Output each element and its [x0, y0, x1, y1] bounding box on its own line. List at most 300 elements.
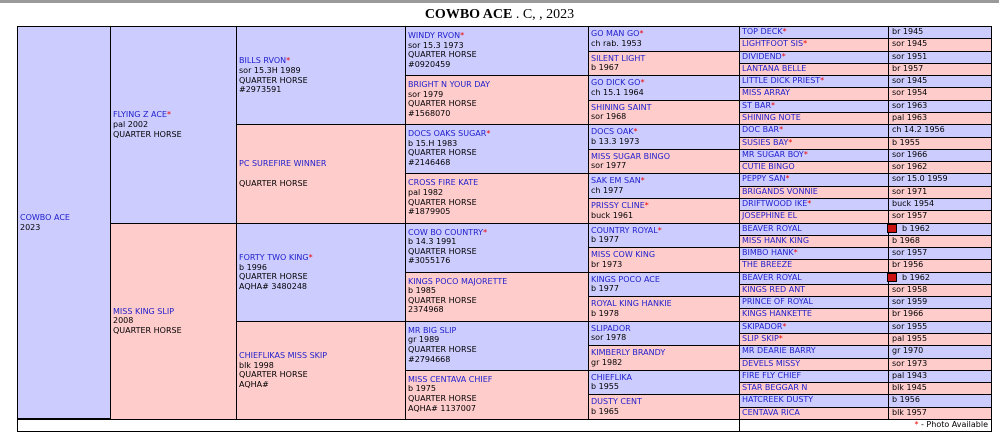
gen5-photo-star: * [779, 125, 784, 135]
gen1-content [113, 110, 182, 139]
gen3-name[interactable]: MR BIG SLIP [408, 325, 457, 335]
gen5-name-cell [739, 112, 889, 125]
gen5-info: sor 1951 [892, 51, 928, 61]
gen5-info-cell [888, 394, 992, 407]
gen5-name-line [742, 248, 886, 258]
gen4-name-line [591, 78, 737, 88]
gen5-name-line [742, 76, 886, 86]
gen2-info: QUARTER HORSE [239, 370, 308, 380]
gen4-name[interactable]: CHIEFLIKA [591, 372, 633, 382]
gen4-name-line [591, 176, 737, 186]
gen4-cell [588, 296, 740, 322]
gen3-info: QUARTER HORSE [408, 148, 477, 158]
gen5-info-cell [888, 210, 992, 223]
gen5-name-cell [739, 100, 889, 113]
gen5-info: b 1968 [892, 235, 920, 245]
gen4-info: sor 1968 [591, 112, 627, 122]
gen5-name[interactable]: BRIGANDS VONNIE [742, 186, 818, 196]
gen5-name-line [742, 236, 886, 246]
gen5-name[interactable]: MR DEARIE BARRY [742, 346, 816, 356]
gen5-name-line [742, 174, 886, 184]
gen3-cell [405, 75, 589, 125]
gen5-name-cell [739, 38, 889, 51]
gen2-name-line [239, 159, 326, 169]
gen4-name[interactable]: COUNTRY ROYAL [591, 225, 658, 235]
gen4-name-line [591, 299, 737, 309]
gen3-info: QUARTER HORSE [408, 394, 477, 404]
gen4-info: b 1978 [591, 308, 619, 318]
gen5-info-cell [888, 186, 992, 199]
gen1-name[interactable]: MISS KING SLIP [113, 306, 175, 316]
color-marker [887, 273, 897, 282]
gen5-name[interactable]: KINGS RED ANT [742, 284, 806, 294]
gen5-info-cell [888, 87, 992, 100]
gen2-info: AQHA# [239, 379, 269, 389]
gen4-photo-star: * [644, 200, 649, 210]
gen5-info: br 1956 [892, 260, 924, 270]
gen5-info: ch 14.2 1956 [892, 125, 945, 135]
gen3-info: b 1985 [408, 286, 436, 296]
gen5-name[interactable]: SLIP SKIP [742, 334, 779, 344]
gen3-photo-star: * [460, 31, 465, 40]
gen3-name-line [408, 326, 586, 336]
gen4-info: b 1965 [591, 407, 619, 417]
photo-note-text: - Photo Available [918, 420, 988, 429]
gen5-name-line [742, 211, 886, 221]
gen4-cell [588, 51, 740, 77]
gen4-name[interactable]: MISS COW KING [591, 250, 656, 260]
gen5-name-line [742, 101, 886, 111]
gen5-name-cell [739, 161, 889, 174]
gen5-info-cell [888, 100, 992, 113]
gen2-info: AQHA# 3480248 [239, 281, 307, 291]
gen2-name-line [239, 351, 327, 361]
gen4-info: b 1977 [591, 284, 619, 294]
gen5-name-cell [739, 382, 889, 395]
gen3-info: sor 1979 [408, 89, 444, 99]
gen4-photo-star: * [640, 176, 645, 186]
gen3-name[interactable]: BRIGHT N YOUR DAY [408, 80, 491, 90]
gen5-name-cell [739, 26, 889, 39]
gen4-info: ch rab. 1953 [591, 38, 642, 48]
gen5-name[interactable]: LIGHTFOOT SIS [742, 39, 804, 49]
gen5-name-cell [739, 198, 889, 211]
gen5-name-line [742, 150, 886, 160]
gen5-name-cell [739, 186, 889, 199]
gen4-photo-star: * [657, 225, 662, 235]
gen4-name-line [591, 152, 737, 162]
gen3-name[interactable]: DOCS OAKS SUGAR [408, 129, 487, 139]
gen2-cell [236, 223, 406, 322]
gen5-name-line [742, 371, 886, 381]
gen5-info-cell [888, 137, 992, 150]
gen5-photo-star: * [771, 100, 776, 110]
gen5-name-cell [739, 149, 889, 162]
gen5-name-cell [739, 124, 889, 137]
gen5-info-cell [888, 173, 992, 186]
gen5-photo-star: * [778, 334, 783, 344]
gen1-info: QUARTER HORSE [113, 326, 182, 336]
gen3-cell [405, 321, 589, 371]
gen4-info: ch 15.1 1964 [591, 87, 644, 97]
gen1-info: 2008 [113, 316, 134, 326]
gen4-name-line [591, 201, 737, 211]
gen5-info: b 1962 [902, 223, 930, 233]
gen2-info: blk 1998 [239, 360, 274, 370]
gen5-name-cell [739, 370, 889, 383]
gen5-name-line [742, 297, 886, 307]
gen2-info [239, 169, 326, 179]
gen3-info: QUARTER HORSE [408, 295, 477, 305]
gen3-name-line [408, 80, 586, 90]
gen5-name-line [742, 273, 886, 283]
gen5-info: pal 1963 [892, 112, 928, 122]
gen5-info-cell [888, 223, 992, 236]
gen2-name[interactable]: CHIEFLIKAS MISS SKIP [239, 351, 328, 361]
gen4-info: sor 1977 [591, 161, 627, 171]
gen1-cell [110, 223, 237, 421]
gen4-name-line [591, 324, 737, 334]
gen5-info: pal 1955 [892, 334, 928, 344]
gen4-name[interactable]: SHINING SAINT [591, 102, 652, 112]
gen4-name[interactable]: KIMBERLY BRANDY [591, 348, 666, 358]
gen5-name[interactable]: SUSIES BAY [742, 137, 789, 147]
gen5-info-cell [888, 161, 992, 174]
gen1-name-line [113, 307, 182, 317]
gen4-info: buck 1961 [591, 210, 634, 220]
gen5-name[interactable]: STAR BEGGAR N [742, 383, 808, 393]
gen5-info-cell [888, 345, 992, 358]
gen4-cell [588, 124, 740, 150]
gen5-info: sor 1957 [892, 211, 928, 221]
gen5-info-cell [888, 51, 992, 64]
gen4-name[interactable]: SAK EM SAN [591, 176, 641, 186]
gen4-cell [588, 198, 740, 224]
gen3-info: AQHA# 1137007 [408, 403, 476, 413]
gen5-info: sor 1973 [892, 358, 928, 368]
gen4-cell [588, 173, 740, 199]
gen3-info: sor 15.3 1973 [408, 40, 464, 50]
gen5-name-cell [739, 308, 889, 321]
gen4-cell [588, 149, 740, 175]
gen5-info-cell [888, 333, 992, 346]
subject-name[interactable]: COWBO ACE [20, 212, 70, 222]
gen3-info: #0920459 [408, 59, 451, 69]
gen5-photo-star: * [782, 27, 787, 36]
gen4-name-line [591, 103, 737, 113]
gen5-name-cell [739, 394, 889, 407]
gen5-name-cell [739, 137, 889, 150]
gen5-name[interactable]: BIMBO HANK [742, 248, 794, 258]
gen3-info: #1879905 [408, 207, 451, 217]
gen5-info-cell [888, 247, 992, 260]
gen5-name[interactable]: SKIPADOR [742, 321, 783, 331]
gen4-photo-star: * [640, 78, 645, 88]
gen5-name-cell [739, 210, 889, 223]
gen1-cell [110, 26, 237, 224]
gen2-cell [236, 26, 406, 125]
gen2-info: b 1996 [239, 262, 267, 272]
gen5-name[interactable]: BEAVER ROYAL [742, 272, 802, 282]
gen5-name-line [742, 322, 886, 332]
gen5-photo-star: * [781, 51, 786, 61]
photo-note-star: * [914, 420, 919, 429]
gen3-name-line [408, 31, 586, 41]
gen5-info: sor 1963 [892, 100, 928, 110]
gen4-photo-star: * [633, 127, 638, 137]
gen5-info-cell [888, 149, 992, 162]
gen3-info: QUARTER HORSE [408, 246, 477, 256]
gen3-info: pal 1982 [408, 187, 444, 197]
gen5-name-cell [739, 247, 889, 260]
gen5-photo-star: * [782, 321, 787, 331]
gen4-info: b 13.3 1973 [591, 136, 640, 146]
color-marker [887, 224, 897, 233]
gen5-info: b 1956 [892, 395, 920, 405]
gen5-name[interactable]: JOSEPHINE EL [742, 211, 798, 221]
gen5-name[interactable]: SHINING NOTE [742, 112, 801, 122]
gen4-name-line [591, 275, 737, 285]
gen2-content [239, 56, 308, 94]
gen5-info-cell [888, 370, 992, 383]
gen5-name[interactable]: KINGS HANKETTE [742, 309, 812, 319]
gen4-name[interactable]: GO MAN GO [591, 29, 640, 38]
gen4-cell [588, 100, 740, 126]
gen3-cell [405, 124, 589, 174]
gen5-name-cell [739, 235, 889, 248]
gen5-info-cell [888, 321, 992, 334]
gen5-name[interactable]: ST BAR [742, 100, 772, 110]
gen4-name[interactable]: DOCS OAK [591, 127, 634, 137]
gen2-photo-star: * [308, 252, 313, 262]
gen2-name[interactable]: BILLS RVON [239, 56, 287, 66]
title-details: . C, , 2023 [512, 7, 575, 22]
gen3-info: b 1975 [408, 384, 436, 394]
gen5-info-cell [888, 284, 992, 297]
gen4-name[interactable]: SLIPADOR [591, 323, 631, 333]
gen5-name-cell [739, 358, 889, 371]
gen5-name-cell [739, 223, 889, 236]
gen5-name-cell [739, 333, 889, 346]
gen4-name[interactable]: GO DICK GO [591, 78, 641, 88]
gen5-info-cell [888, 112, 992, 125]
gen5-info: sor 1962 [892, 162, 928, 172]
gen3-info: gr 1989 [408, 335, 440, 345]
subject-cell [17, 26, 111, 419]
gen4-cell [588, 394, 740, 420]
gen2-cell [236, 321, 406, 420]
gen5-name-line [742, 162, 886, 172]
gen5-info: sor 1966 [892, 149, 928, 159]
gen4-cell [588, 223, 740, 249]
gen4-info: b 1955 [591, 382, 619, 392]
gen5-name-line [742, 187, 886, 197]
gen5-name-cell [739, 63, 889, 76]
gen5-info-cell [888, 407, 992, 420]
gen5-info: b 1962 [902, 272, 930, 282]
gen4-name-line [591, 373, 737, 383]
gen2-name[interactable]: PC SUREFIRE WINNER [239, 159, 327, 169]
gen5-name[interactable]: MR SUGAR BOY [742, 149, 804, 159]
gen5-name[interactable]: DOC BAR [742, 125, 780, 135]
gen5-name-line [742, 285, 886, 295]
gen3-name-line [408, 277, 586, 287]
gen5-photo-star: * [803, 149, 808, 159]
gen3-info: #2146468 [408, 158, 451, 168]
gen5-name[interactable]: FIRE FLY CHIEF [742, 370, 802, 380]
gen5-name[interactable]: LANTANA BELLE [742, 63, 807, 73]
gen3-name[interactable]: COW BO COUNTRY [408, 227, 484, 237]
gen5-name[interactable]: LITTLE DICK PRIEST [742, 76, 821, 86]
gen5-info-cell [888, 26, 992, 39]
gen2-info: QUARTER HORSE [239, 272, 308, 282]
gen2-name[interactable]: FORTY TWO KING [239, 252, 309, 262]
gen5-info: br 1945 [892, 27, 924, 36]
gen5-name-line [742, 88, 886, 98]
gen5-name-cell [739, 345, 889, 358]
gen4-cell [588, 247, 740, 273]
gen5-name-line [742, 260, 886, 270]
subject-info: 2023 [20, 222, 41, 232]
gen4-cell [588, 370, 740, 396]
gen3-name[interactable]: WINDY RVON [408, 31, 461, 40]
gen3-name-line [408, 375, 586, 385]
gen4-name[interactable]: KINGS POCO ACE [591, 274, 660, 284]
gen5-info-cell [888, 272, 992, 285]
gen4-info: ch 1977 [591, 185, 624, 195]
gen5-name-cell [739, 296, 889, 309]
gen2-info: QUARTER HORSE [239, 75, 308, 85]
photo-note [743, 420, 988, 429]
gen5-info: sor 1971 [892, 186, 928, 196]
gen3-info: b 14.3 1991 [408, 237, 457, 247]
gen5-name[interactable]: PRINCE OF ROYAL [742, 297, 813, 307]
gen5-name[interactable]: CUTIE BINGO [742, 162, 795, 172]
gen5-info: blk 1957 [892, 407, 927, 417]
gen5-name-line [742, 125, 886, 135]
page-title [0, 7, 999, 23]
gen4-name[interactable]: DUSTY CENT [591, 397, 642, 407]
gen4-cell [588, 345, 740, 371]
gen5-info-cell [888, 198, 992, 211]
gen5-name-line [742, 39, 886, 49]
gen3-name[interactable]: KINGS POCO MAJORETTE [408, 276, 508, 286]
gen5-info-cell [888, 259, 992, 272]
gen5-info: sor 1954 [892, 88, 928, 98]
gen3-info: b 15.H 1983 [408, 138, 458, 148]
gen3-photo-star: * [483, 227, 488, 237]
gen3-name-line [408, 129, 586, 139]
gen5-info: sor 1955 [892, 321, 928, 331]
gen5-name-cell [739, 51, 889, 64]
gen4-cell [588, 321, 740, 347]
gen3-cell [405, 370, 589, 420]
gen4-info: br 1973 [591, 259, 623, 269]
gen2-info: QUARTER HORSE [239, 178, 308, 188]
gen4-info: b 1977 [591, 235, 619, 245]
gen5-name[interactable]: MISS ARRAY [742, 88, 790, 98]
gen3-info: QUARTER HORSE [408, 99, 477, 109]
gen5-info: sor 1945 [892, 76, 928, 86]
gen5-info-cell [888, 38, 992, 51]
gen4-info: gr 1982 [591, 357, 623, 367]
gen5-name[interactable]: BEAVER ROYAL [742, 223, 802, 233]
gen4-name[interactable]: PRISSY CLINE [591, 200, 645, 210]
gen5-name-cell [739, 259, 889, 272]
gen3-info: QUARTER HORSE [408, 344, 477, 354]
gen2-cell [236, 124, 406, 223]
gen3-name-line [408, 178, 586, 188]
gen5-info-cell [888, 358, 992, 371]
gen4-name[interactable]: MISS SUGAR BINGO [591, 151, 670, 161]
gen5-name[interactable]: MISS HANK KING [742, 235, 810, 245]
gen4-name[interactable]: SILENT LIGHT [591, 53, 646, 63]
gen5-name[interactable]: HATCREEK DUSTY [742, 395, 814, 405]
gen1-content [113, 307, 182, 336]
gen5-name[interactable]: THE BREEZE [742, 260, 793, 270]
gen5-info: sor 1957 [892, 248, 928, 258]
gen5-info-cell [888, 235, 992, 248]
gen4-photo-star: * [639, 29, 644, 38]
gen3-info: QUARTER HORSE [408, 50, 477, 60]
gen3-info: QUARTER HORSE [408, 197, 477, 207]
gen5-name-cell [739, 321, 889, 334]
gen4-name-line [591, 127, 737, 137]
gen5-name[interactable]: DEVELS MISSY [742, 358, 801, 368]
gen2-content [239, 351, 327, 389]
gen5-photo-star: * [820, 76, 825, 86]
gen5-photo-star: * [788, 137, 793, 147]
gen5-name[interactable]: DIVIDEND [742, 51, 782, 61]
gen5-name-cell [739, 407, 889, 420]
gen5-name-line [742, 346, 886, 356]
subject-content [20, 213, 70, 232]
gen4-name[interactable]: ROYAL KING HANKIE [591, 299, 672, 309]
gen4-info: b 1967 [591, 63, 619, 73]
top-rule [0, 0, 999, 3]
gen5-name[interactable]: DRIFTWOOD IKE [742, 198, 808, 208]
gen2-name-line [239, 253, 313, 263]
gen3-name[interactable]: CROSS FIRE KATE [408, 178, 479, 188]
gen5-info: b 1955 [892, 137, 920, 147]
gen5-info-cell [888, 124, 992, 137]
gen5-info: sor 1959 [892, 297, 928, 307]
gen5-name-cell [739, 284, 889, 297]
gen4-name-line [591, 397, 737, 407]
gen5-name[interactable]: CENTAVA RICA [742, 407, 800, 417]
gen5-name-line [742, 52, 886, 62]
gen5-info: sor 1945 [892, 39, 928, 49]
gen2-info: sor 15.3H 1989 [239, 66, 301, 76]
gen5-info-cell [888, 75, 992, 88]
gen1-info: QUARTER HORSE [113, 129, 182, 139]
gen5-name-line [742, 113, 886, 123]
gen5-name[interactable]: TOP DECK [742, 27, 783, 36]
gen5-info: blk 1945 [892, 383, 927, 393]
gen3-cell [405, 173, 589, 223]
gen5-name[interactable]: PEPPY SAN [742, 174, 786, 184]
gen2-name-line [239, 56, 308, 66]
gen5-name-cell [739, 87, 889, 100]
gen3-name[interactable]: MISS CENTAVA CHIEF [408, 374, 493, 384]
gen1-name[interactable]: FLYING Z ACE [113, 110, 167, 120]
gen1-photo-star: * [166, 110, 171, 120]
gen5-name-cell [739, 272, 889, 285]
gen5-info-cell [888, 382, 992, 395]
gen5-name-line [742, 359, 886, 369]
gen5-info: pal 1943 [892, 370, 928, 380]
gen4-name-line [591, 250, 737, 260]
